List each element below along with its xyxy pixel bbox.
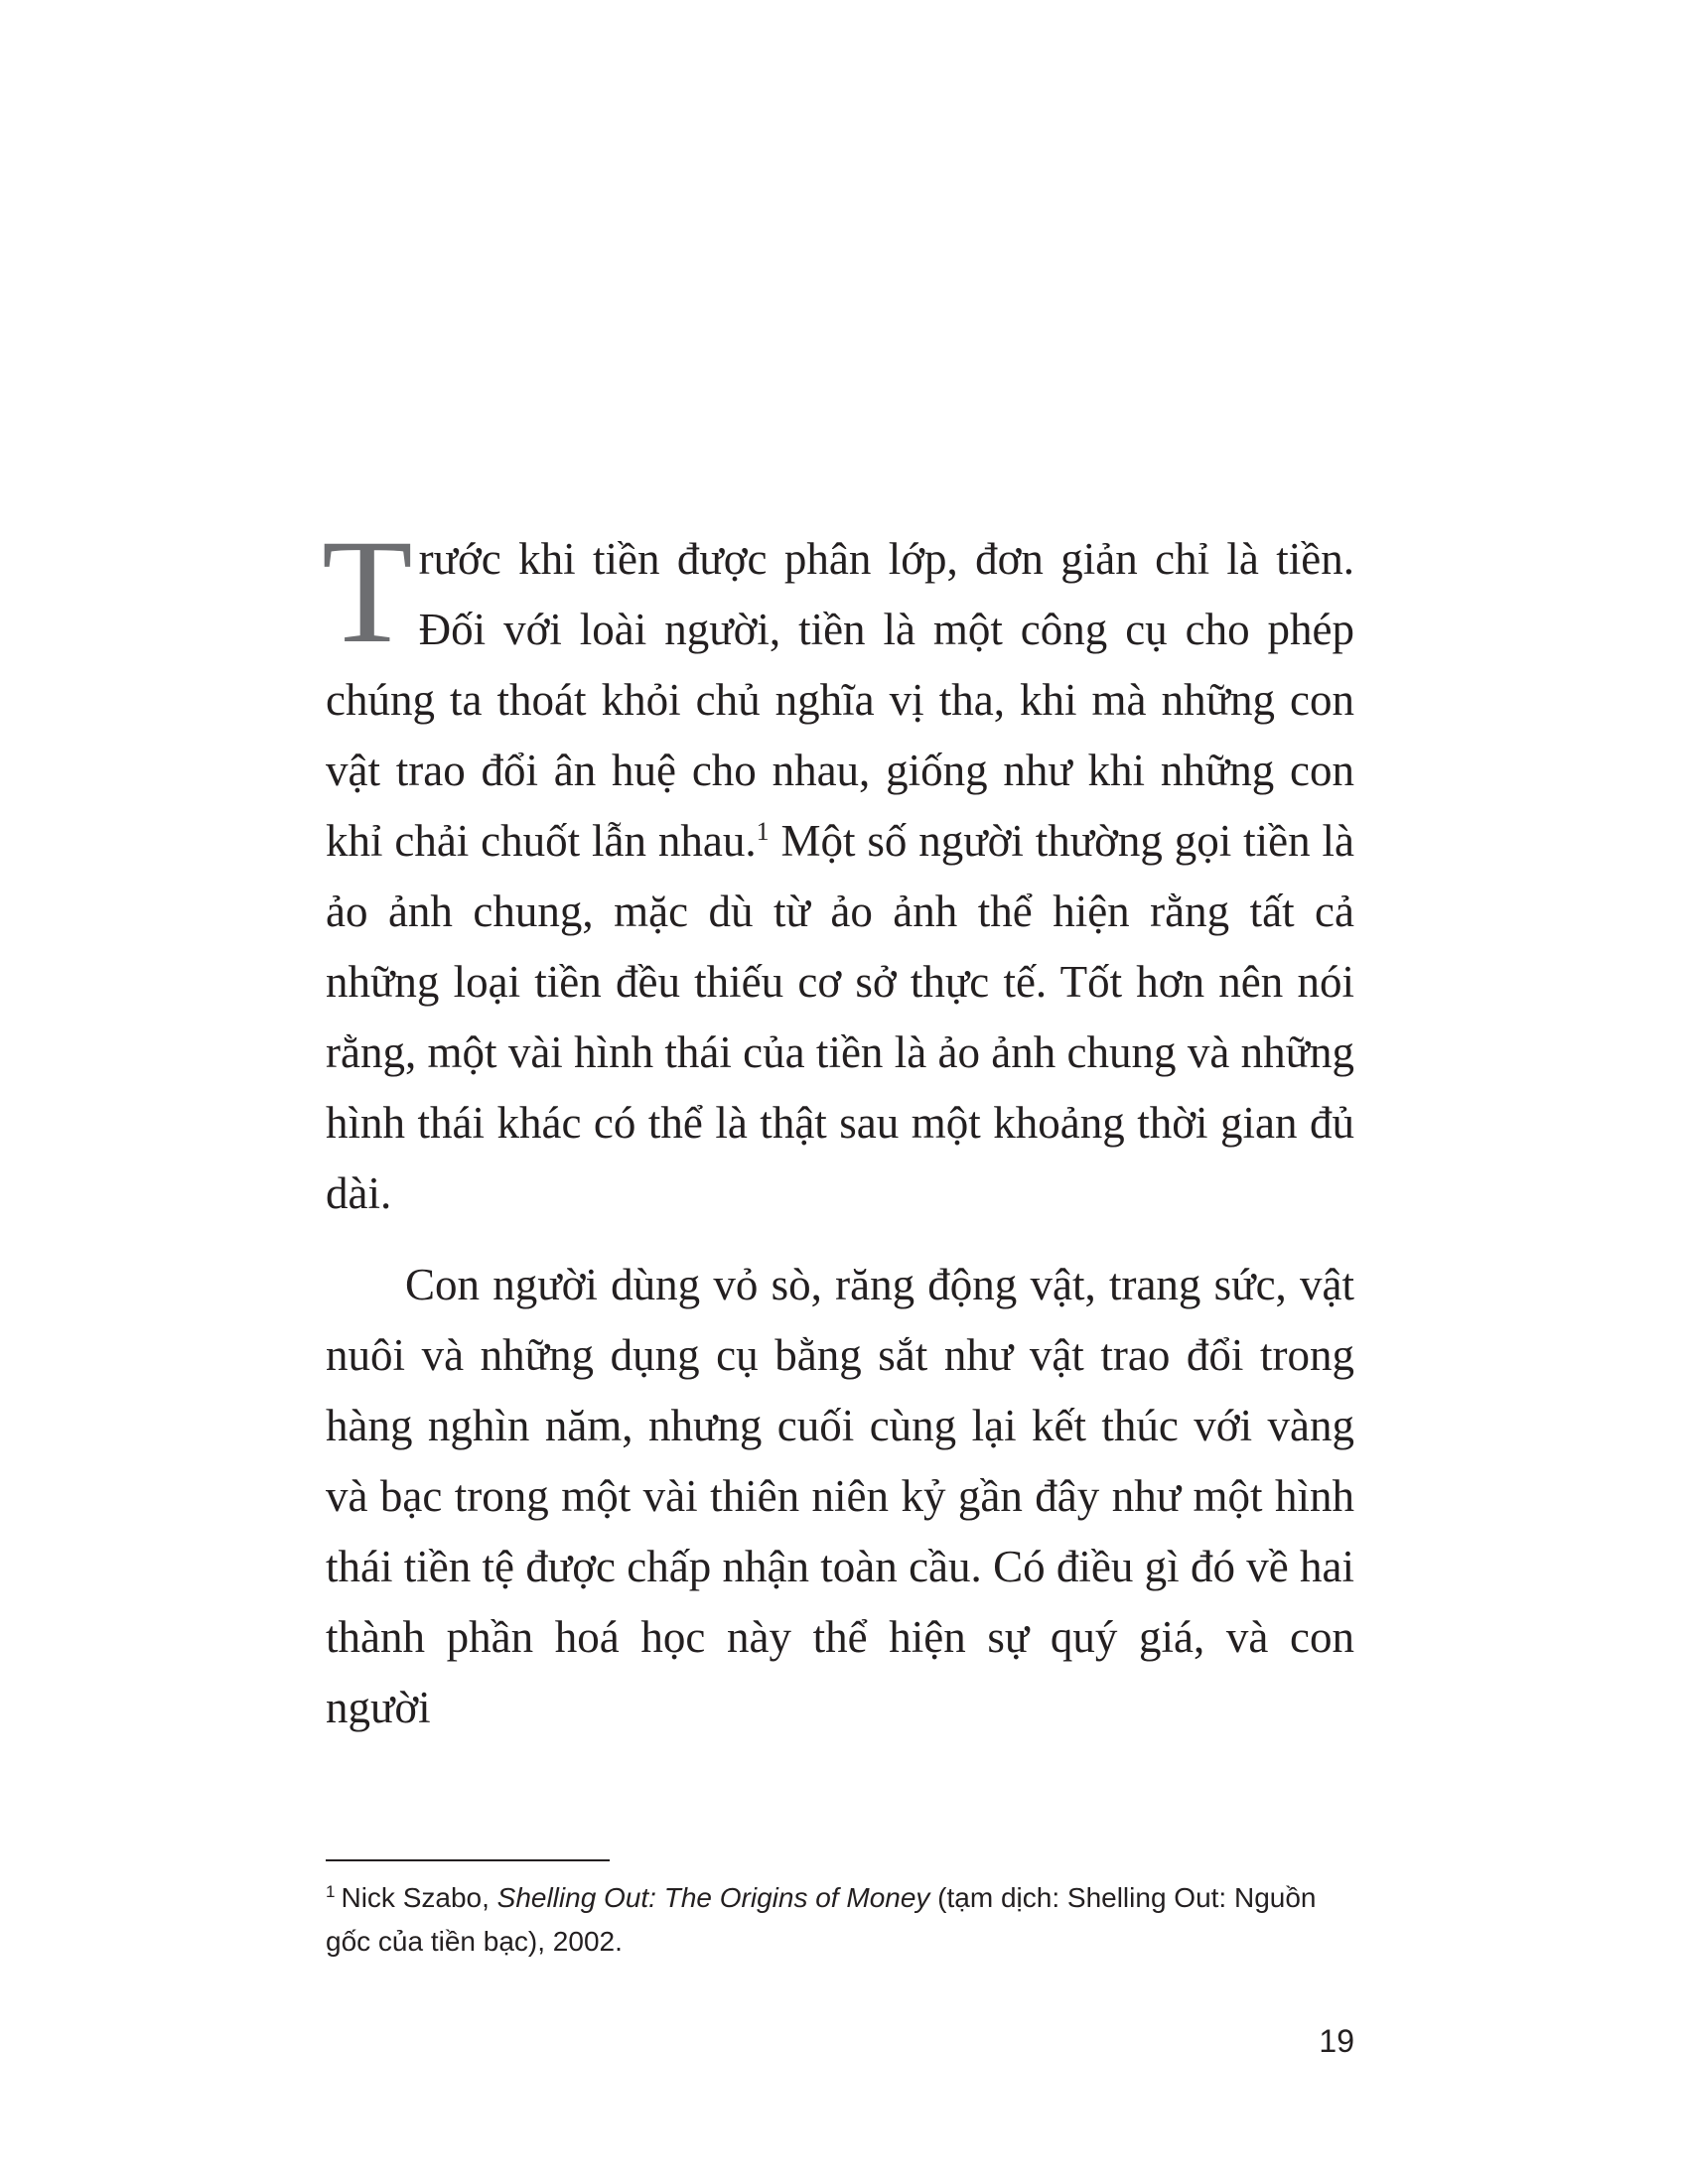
footnote-rest: (tạm dịch: Shelling Out: Nguồn gốc của tiền bạc), 2002.: [326, 1882, 1317, 1957]
main-text-block: [322, 509, 1354, 1743]
paragraph-2: Con người dùng vỏ sò, răng động vật, trang sức, vật nuôi và những dụng cụ bằng sắt như vật trao đổi trong hàng nghìn năm, nhưng cuối cùng lại kết thúc với vàng và bạc trong một vài thiên niên kỷ gần đây như một hình thái tiền tệ được chấp nhận toàn cầu. Có điều gì đó về hai thành phần hoá học này thể hiện sự quý giá, và con người: [326, 1260, 1354, 1732]
footnote-divider: [326, 1859, 610, 1861]
paragraph-1: [322, 509, 1354, 1229]
page-number: 19: [1319, 2023, 1354, 2059]
paragraph-1-continued: Một số người thường gọi tiền là ảo ảnh chung, mặc dù từ ảo ảnh thể hiện rằng tất cả những loại tiền đều thiếu cơ sở thực tế. Tốt hơn nên nói rằng, một vài hình thái của tiền là ảo ảnh chung và những hình thái khác có thể là thật sau một khoảng thời gian đủ dài.: [326, 816, 1354, 1218]
drop-cap: T: [322, 509, 413, 674]
footnote-reference[interactable]: 1: [756, 817, 770, 846]
footnote: [326, 1876, 1358, 1964]
footnote-author: Nick Szabo,: [341, 1882, 497, 1913]
footnote-title: Shelling Out: The Origins of Money: [496, 1882, 930, 1913]
paragraph-1-text: rước khi tiền được phân lớp, đơn giản chỉ là tiền. Đối với loài người, tiền là một công cụ cho phép chúng ta thoát khỏi chủ nghĩa vị tha, khi mà những con vật trao đổi ân huệ cho nhau, giống như khi những con khỉ chải chuốt lẫn nhau.: [326, 534, 1354, 866]
footnote-number: 1: [326, 1881, 336, 1901]
